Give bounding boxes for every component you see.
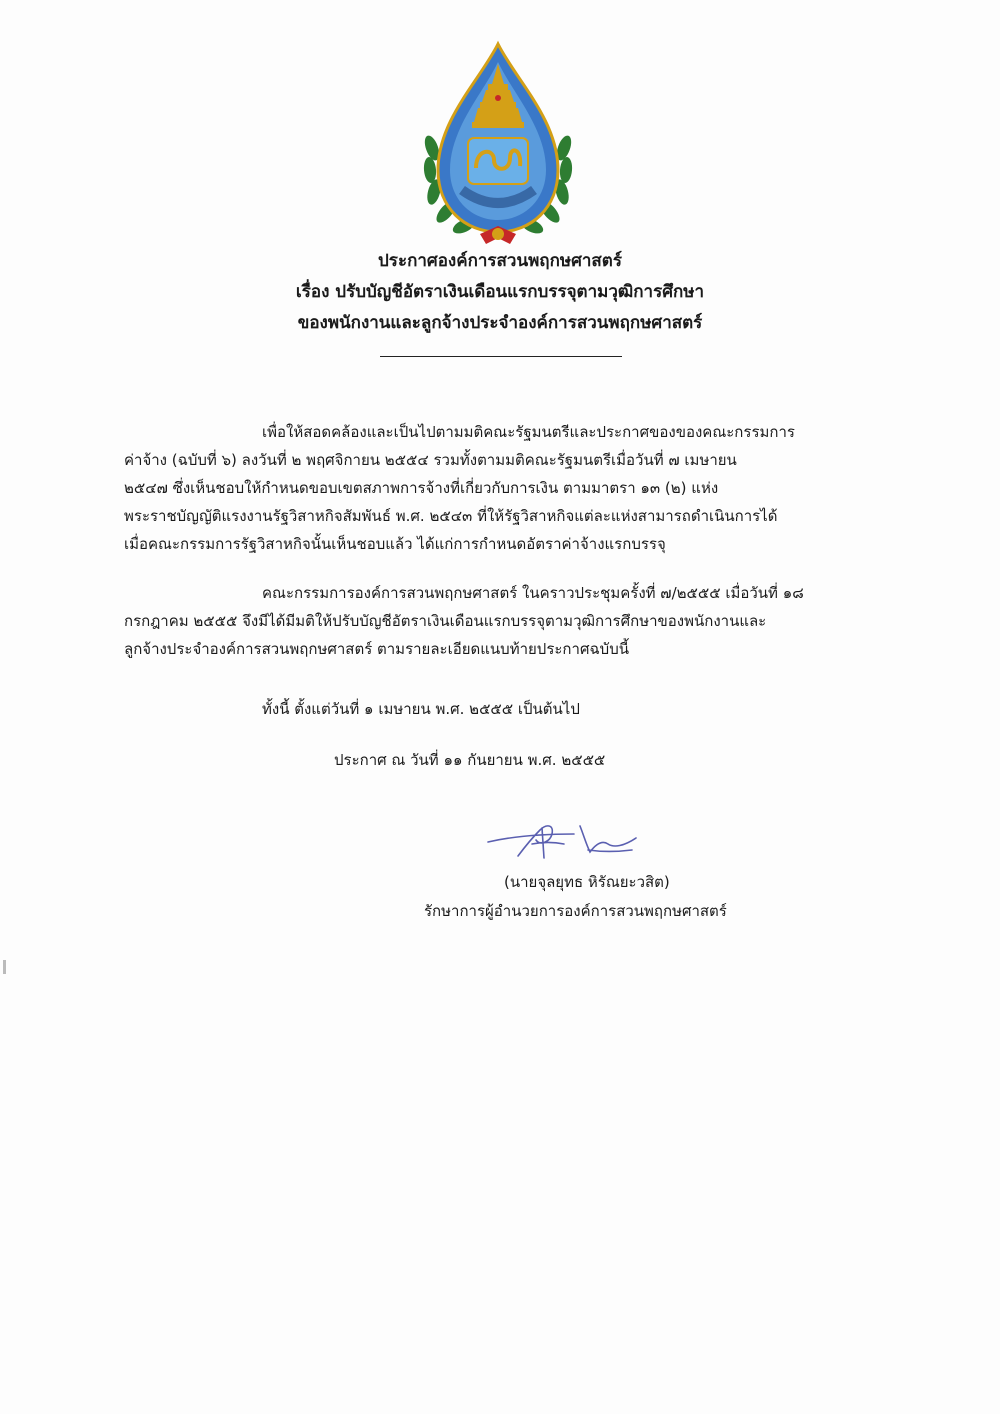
paragraph-1-line: ๒๕๔๗ ซึ่งเห็นชอบให้กำหนดขอบเขตสภาพการจ้างที่เกี่ยวกับการเงิน ตามมาตรา ๑๓ (๒) แห่ง — [124, 479, 719, 497]
paragraph-1-line: พระราชบัญญัติแรงงานรัฐวิสาหกิจสัมพันธ์ พ.ศ. ๒๕๔๓ ที่ให้รัฐวิสาหกิจแต่ละแห่งสามารถดำเนินการได้ — [124, 507, 778, 525]
announcement-subject-continued: ของพนักงานและลูกจ้างประจำองค์การสวนพฤกษศาสตร์ — [297, 313, 703, 333]
signer-name: (นายจุลยุทธ หิรัณยะวสิต) — [504, 873, 670, 891]
announcement-subject: เรื่อง ปรับบัญชีอัตราเงินเดือนแรกบรรจุตามวุฒิการศึกษา — [295, 282, 705, 302]
paragraph-1-line: ค่าจ้าง (ฉบับที่ ๖) ลงวันที่ ๒ พฤศจิกายน ๒๕๕๔ รวมทั้งตามมติคณะรัฐมนตรีเมื่อวันที่ ๗ เมษายน — [124, 451, 737, 469]
effective-date: ทั้งนี้ ตั้งแต่วันที่ ๑ เมษายน พ.ศ. ๒๕๕๕ เป็นต้นไป — [262, 700, 580, 718]
paragraph-2-line: กรกฎาคม ๒๕๕๕ จึงมีได้มีมติให้ปรับบัญชีอัตราเงินเดือนแรกบรรจุตามวุฒิการศึกษาของพนักงานและ — [124, 612, 767, 630]
paragraph-1 — [124, 418, 884, 558]
announcement-date: ประกาศ ณ วันที่ ๑๑ กันยายน พ.ศ. ๒๕๕๕ — [334, 751, 606, 769]
organization-emblem-logo — [418, 40, 578, 250]
signer-position: รักษาการผู้อำนวยการองค์การสวนพฤกษศาสตร์ — [424, 902, 727, 920]
paragraph-1-line: เมื่อคณะกรรมการรัฐวิสาหกิจนั้นเห็นชอบแล้ว ได้แก่การกำหนดอัตราค่าจ้างแรกบรรจุ — [124, 535, 666, 553]
scan-edge-mark — [3, 960, 6, 974]
title-underline — [380, 356, 622, 357]
signature-image — [484, 812, 654, 864]
paragraph-2-line: คณะกรรมการองค์การสวนพฤกษศาสตร์ ในคราวประชุมครั้งที่ ๗/๒๕๕๕ เมื่อวันที่ ๑๘ — [262, 584, 804, 602]
announcement-title: ประกาศองค์การสวนพฤกษศาสตร์ — [378, 251, 622, 271]
announcement-header — [0, 246, 1000, 339]
paragraph-1-line: เพื่อให้สอดคล้องและเป็นไปตามมติคณะรัฐมนตรีและประกาศของของคณะกรรมการ — [262, 423, 795, 441]
paragraph-2 — [124, 579, 884, 663]
paragraph-2-line: ลูกจ้างประจำองค์การสวนพฤกษศาสตร์ ตามรายละเอียดแนบท้ายประกาศฉบับนี้ — [124, 640, 629, 658]
